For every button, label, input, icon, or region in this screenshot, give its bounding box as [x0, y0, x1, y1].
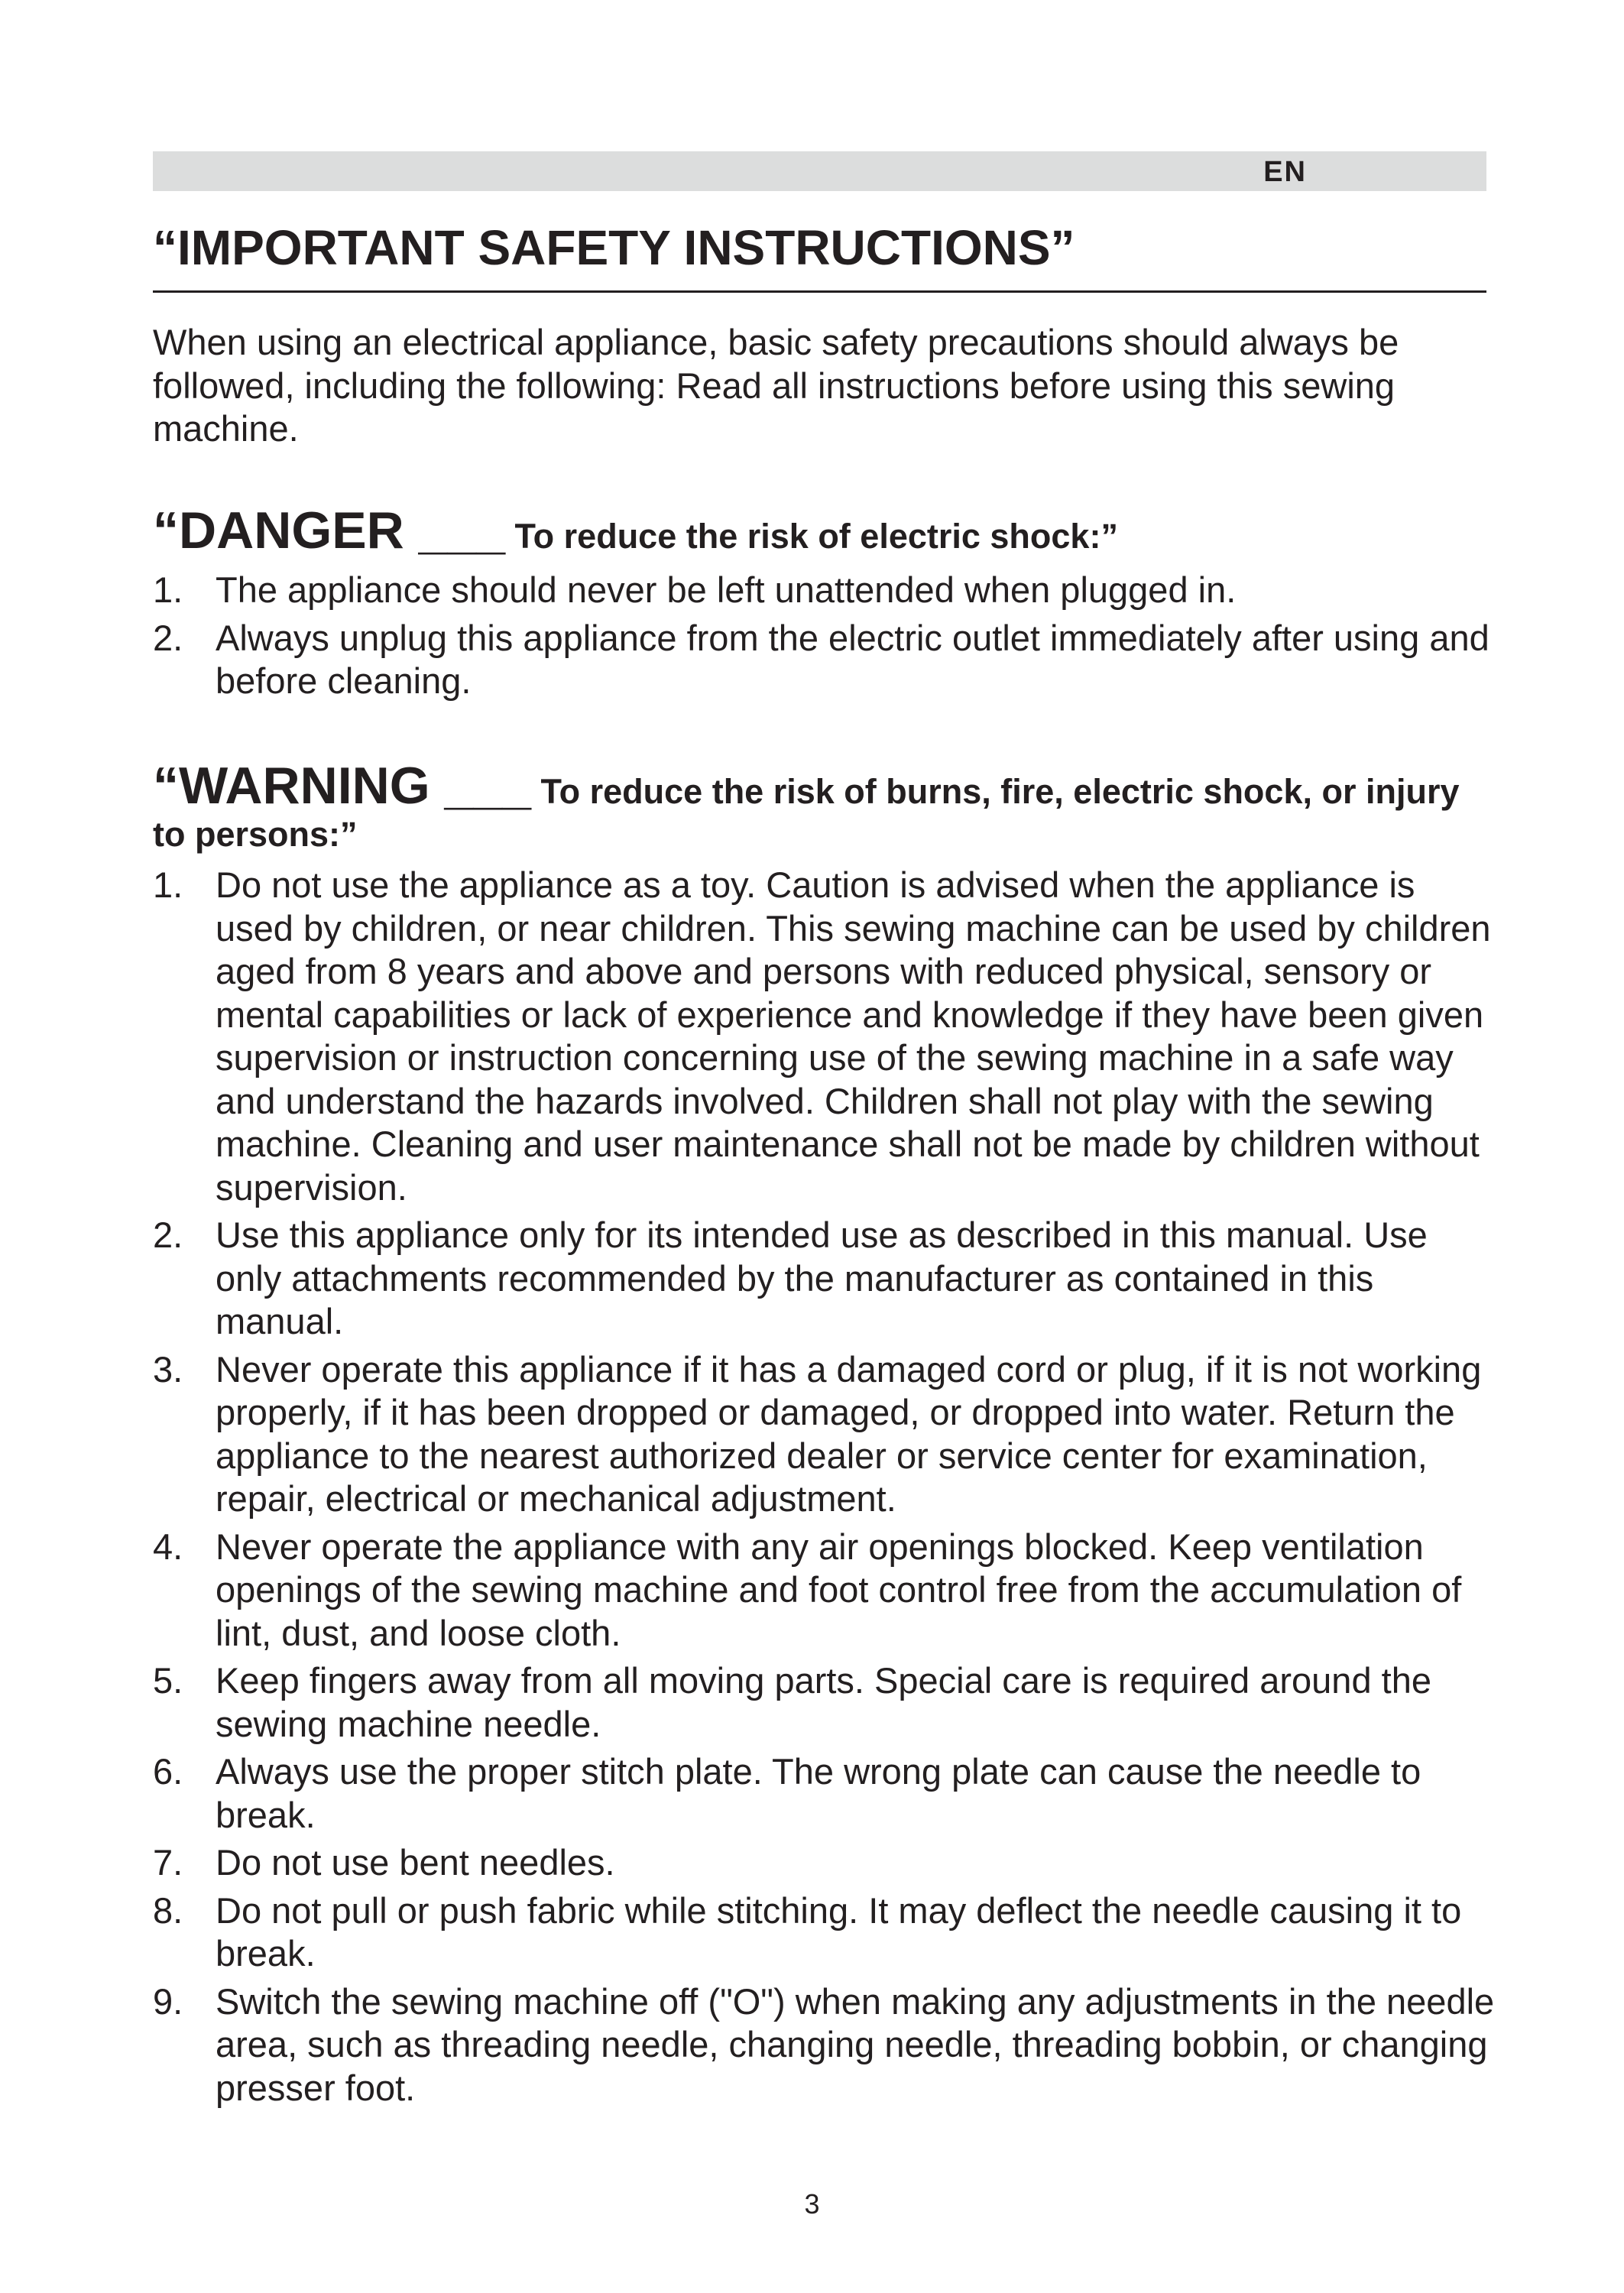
warning-item-text: Keep fingers away from all moving parts. Special care is required around the sewing machine needle. [216, 1660, 1431, 1744]
page-title: “IMPORTANT SAFETY INSTRUCTIONS” [153, 220, 1075, 275]
danger-subtitle: To reduce the risk of electric shock:” [505, 517, 1118, 556]
warning-item-text: Always use the proper stitch plate. The wrong plate can cause the needle to break. [216, 1751, 1421, 1835]
danger-list-container [153, 569, 1498, 708]
warning-item-number: 9. [153, 1980, 183, 2022]
danger-item [153, 569, 1498, 612]
warning-item-number: 7. [153, 1842, 183, 1883]
language-header-bar [153, 151, 1486, 191]
warning-item-number: 3. [153, 1348, 183, 1390]
warning-item-number: 4. [153, 1526, 183, 1567]
warning-item-number: 5. [153, 1660, 183, 1701]
intro-paragraph: When using an electrical appliance, basic safety precautions should always be followed, including the following: Read all instructions before using this sewing machine. [153, 322, 1399, 449]
danger-list [153, 569, 1498, 703]
warning-item-text: Use this appliance only for its intended use as described in this manual. Use only attachments recommended by the manufacturer as contained in this manual. [216, 1215, 1428, 1341]
page-number: 3 [804, 2188, 820, 2220]
warning-item-number: 1. [153, 864, 183, 905]
language-code: EN [1263, 156, 1307, 188]
warning-item [153, 1214, 1498, 1344]
warning-item [153, 1750, 1498, 1837]
warning-item-number: 6. [153, 1751, 183, 1792]
warning-item [153, 1659, 1498, 1746]
warning-heading [153, 758, 1498, 856]
danger-heading [153, 503, 1498, 558]
warning-item [153, 864, 1498, 1209]
warning-item-text: Do not pull or push fabric while stitching. It may deflect the needle causing it to break. [216, 1889, 1462, 1974]
warning-subtitle: To reduce the risk of burns, fire, electric shock, or injury to persons:” [153, 772, 1460, 854]
warning-item-text: Never operate the appliance with any air openings blocked. Keep ventilation openings of the sewing machine and foot control free from the accumulation of lint, dust, and loose cloth. [216, 1526, 1462, 1653]
warning-item-text: Do not use the appliance as a toy. Caution is advised when the appliance is used by children, or near children. This sewing machine can be used by children aged from 8 years and above and persons with reduced physical, sensory or mental capabilities or lack of experience and knowledge if they have been given supervision or instruction concerning use of the sewing machine in a safe way and understand the hazards involved. Children shall not play with the sewing machine. Cleaning and user maintenance shall not be made by children without supervision. [216, 864, 1491, 1208]
warning-list [153, 864, 1498, 2110]
danger-item-text: The appliance should never be left unattended when plugged in. [216, 569, 1237, 610]
title-divider [153, 290, 1486, 293]
danger-item-text: Always unplug this appliance from the electric outlet immediately after using and before cleaning. [216, 617, 1489, 701]
warning-item [153, 1841, 1498, 1885]
warning-item [153, 1348, 1498, 1521]
warning-item [153, 1889, 1498, 1976]
danger-item [153, 617, 1498, 703]
warning-item [153, 1980, 1498, 2110]
danger-label: “DANGER ___ [153, 501, 506, 559]
warning-item [153, 1526, 1498, 1656]
warning-item-text: Switch the sewing machine off ("O") when making any adjustments in the needle area, such as threading needle, changing needle, threading bobbin, or changing presser foot. [216, 1980, 1495, 2108]
danger-item-number: 2. [153, 617, 183, 658]
warning-list-container [153, 864, 1498, 2114]
danger-item-number: 1. [153, 569, 183, 610]
warning-item-text: Never operate this appliance if it has a damaged cord or plug, if it is not working properly, if it has been dropped or damaged, or dropped into water. Return the appliance to the nearest authorized dealer or service center for examination, repair, electrical or mechanical adjustment. [216, 1348, 1482, 1519]
warning-item-text: Do not use bent needles. [216, 1842, 615, 1883]
warning-item-number: 8. [153, 1889, 183, 1931]
warning-label: “WARNING ___ [153, 757, 531, 815]
warning-item-number: 2. [153, 1215, 183, 1255]
